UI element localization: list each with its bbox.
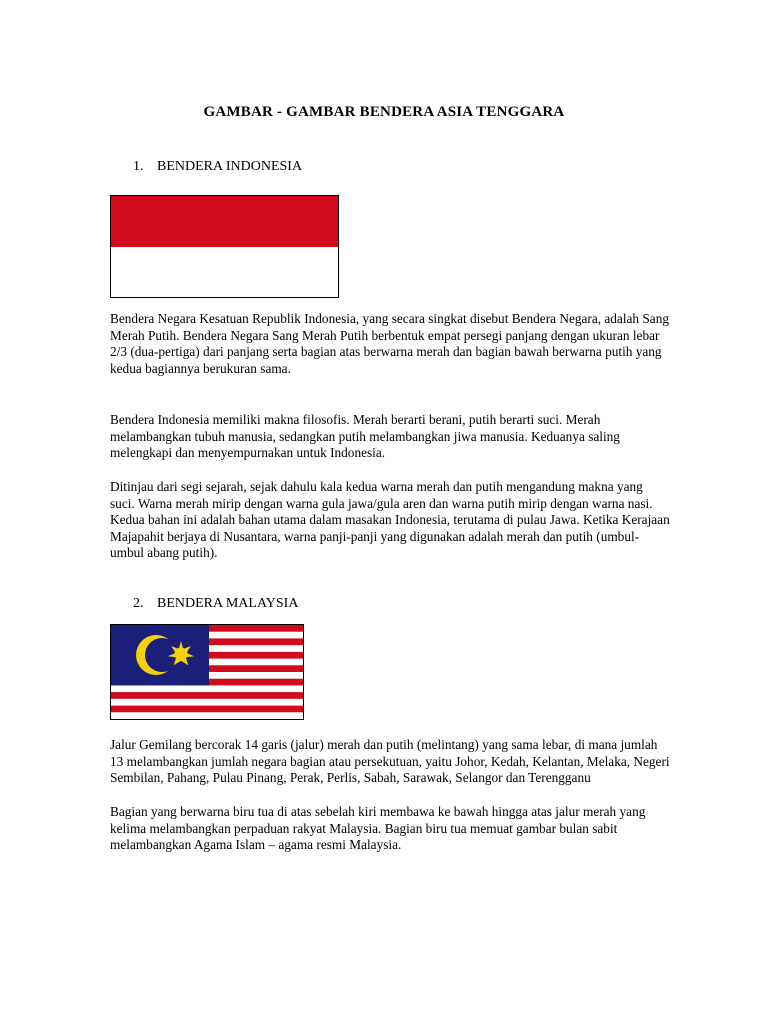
section-heading-text: BENDERA INDONESIA bbox=[157, 159, 303, 174]
flag-red-band bbox=[111, 196, 338, 247]
paragraph: Jalur Gemilang bercorak 14 garis (jalur) merah dan putih (melintang) yang sama lebar, di mana jumlah 13 melambangkan jumlah negara bagian atau persekutuan, yaitu Johor, Kedah, Kelantan, Melaka, Negeri Sembilan, Pahang, Pulau Pinang, Perak, Perlis, Sabah, Sarawak, Selangor dan Terengganu bbox=[110, 737, 670, 786]
section-heading-text: BENDERA MALAYSIA bbox=[157, 596, 299, 611]
flag-white-band bbox=[111, 247, 338, 298]
section-number: 1. bbox=[133, 159, 144, 174]
malaysia-flag-svg bbox=[111, 625, 303, 719]
malaysia-flag-icon bbox=[110, 624, 304, 720]
section-heading-malaysia bbox=[133, 596, 298, 612]
paragraph: Ditinjau dari segi sejarah, sejak dahulu kala kedua warna merah dan putih mengandung makna yang suci. Warna merah mirip dengan warna gula jawa/gula aren dan warna putih mirip dengan warna nasi. Kedua bahan ini adalah bahan utama dalam masakan Indonesia, terutama di pulau Jawa. Ketika Kerajaan Majapahit berjaya di Nusantara, warna panji-panji yang digunakan adalah merah dan putih (umbul-umbul abang putih). bbox=[110, 479, 670, 561]
section-number: 2. bbox=[133, 596, 144, 611]
paragraph: Bendera Indonesia memiliki makna filosofis. Merah berarti berani, putih berarti suci. Merah melambangkan tubuh manusia, sedangkan putih melambangkan jiwa manusia. Keduanya saling melengkapi dan menyempurnakan untuk Indonesia. bbox=[110, 412, 620, 461]
page-title: GAMBAR - GAMBAR BENDERA ASIA TENGGARA bbox=[203, 104, 565, 120]
section-heading-indonesia bbox=[133, 159, 302, 175]
paragraph: Bendera Negara Kesatuan Republik Indonesia, yang secara singkat disebut Bendera Negara, adalah Sang Merah Putih. Bendera Negara Sang Merah Putih berbentuk empat persegi panjang dengan ukuran lebar 2/3 (dua-pertiga) dari panjang serta bagian atas berwarna merah dan bagian bawah berwarna putih yang kedua bagiannya berukuran sama. bbox=[110, 311, 669, 376]
indonesia-flag-icon bbox=[110, 195, 339, 298]
paragraph: Bagian yang berwarna biru tua di atas sebelah kiri membawa ke bawah hingga atas jalur merah yang kelima melambangkan perpaduan rakyat Malaysia. Bagian biru tua memuat gambar bulan sabit melambangkan Agama Islam – agama resmi Malaysia. bbox=[110, 804, 646, 853]
